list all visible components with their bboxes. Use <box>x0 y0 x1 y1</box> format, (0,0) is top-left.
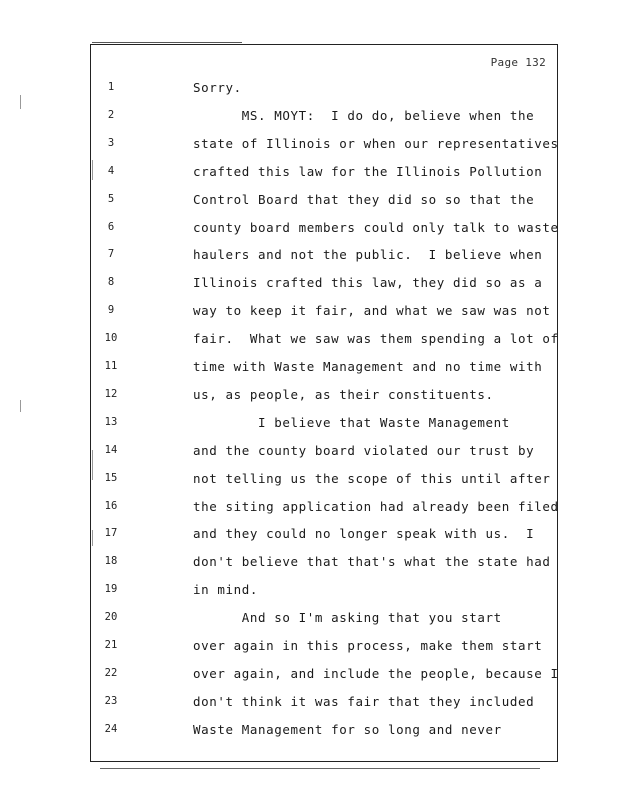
line-number: 20 <box>104 611 118 623</box>
transcript-line: state of Illinois or when our representatives <box>193 136 559 151</box>
transcript-page-frame <box>90 44 558 762</box>
line-number: 11 <box>104 360 118 372</box>
line-number: 22 <box>104 667 118 679</box>
transcript-line: over again in this process, make them start <box>193 638 543 653</box>
line-number: 3 <box>107 137 115 149</box>
margin-mark <box>20 95 21 109</box>
line-number: 13 <box>104 416 118 428</box>
margin-mark <box>92 160 93 180</box>
line-number: 19 <box>104 583 118 595</box>
transcript-line: MS. MOYT: I do do, believe when the <box>193 108 535 123</box>
line-number: 2 <box>107 109 115 121</box>
margin-mark <box>20 400 21 412</box>
line-number: 15 <box>104 472 118 484</box>
line-number: 7 <box>107 248 115 260</box>
line-number: 12 <box>104 388 118 400</box>
transcript-line: crafted this law for the Illinois Pollution <box>193 164 543 179</box>
line-number: 14 <box>104 444 118 456</box>
transcript-line: Waste Management for so long and never <box>193 722 502 737</box>
transcript-line: the siting application had already been filed <box>193 499 559 514</box>
transcript-line: over again, and include the people, because I <box>193 666 559 681</box>
transcript-line: county board members could only talk to waste <box>193 220 559 235</box>
margin-mark <box>92 450 93 480</box>
transcript-line: don't think it was fair that they included <box>193 694 535 709</box>
transcript-line: And so I'm asking that you start <box>193 610 502 625</box>
transcript-line: Control Board that they did so so that the <box>193 192 535 207</box>
line-number: 18 <box>104 555 118 567</box>
line-number: 21 <box>104 639 118 651</box>
line-number: 24 <box>104 723 118 735</box>
transcript-line: not telling us the scope of this until after <box>193 471 551 486</box>
transcript-line: in mind. <box>193 582 259 597</box>
page-number: Page 132 <box>490 56 546 69</box>
transcript-line: haulers and not the public. I believe when <box>193 247 543 262</box>
line-number: 17 <box>104 527 118 539</box>
top-rule <box>92 42 242 43</box>
line-number: 9 <box>107 304 115 316</box>
transcript-line: Illinois crafted this law, they did so as a <box>193 275 543 290</box>
transcript-line: and they could no longer speak with us. I <box>193 526 535 541</box>
line-number: 4 <box>107 165 115 177</box>
bottom-rule <box>100 768 540 769</box>
transcript-line: way to keep it fair, and what we saw was not <box>193 303 551 318</box>
transcript-line: and the county board violated our trust by <box>193 443 535 458</box>
transcript-line: Sorry. <box>193 80 242 95</box>
line-number: 23 <box>104 695 118 707</box>
margin-mark <box>92 530 93 546</box>
transcript-line: I believe that Waste Management <box>193 415 510 430</box>
line-number: 6 <box>107 221 115 233</box>
line-number: 10 <box>104 332 118 344</box>
transcript-line: time with Waste Management and no time with <box>193 359 543 374</box>
transcript-line: don't believe that that's what the state had <box>193 554 551 569</box>
line-number: 16 <box>104 500 118 512</box>
transcript-line: us, as people, as their constituents. <box>193 387 494 402</box>
line-number: 8 <box>107 276 115 288</box>
line-number: 5 <box>107 193 115 205</box>
transcript-line: fair. What we saw was them spending a lot of <box>193 331 559 346</box>
line-number: 1 <box>107 81 115 93</box>
